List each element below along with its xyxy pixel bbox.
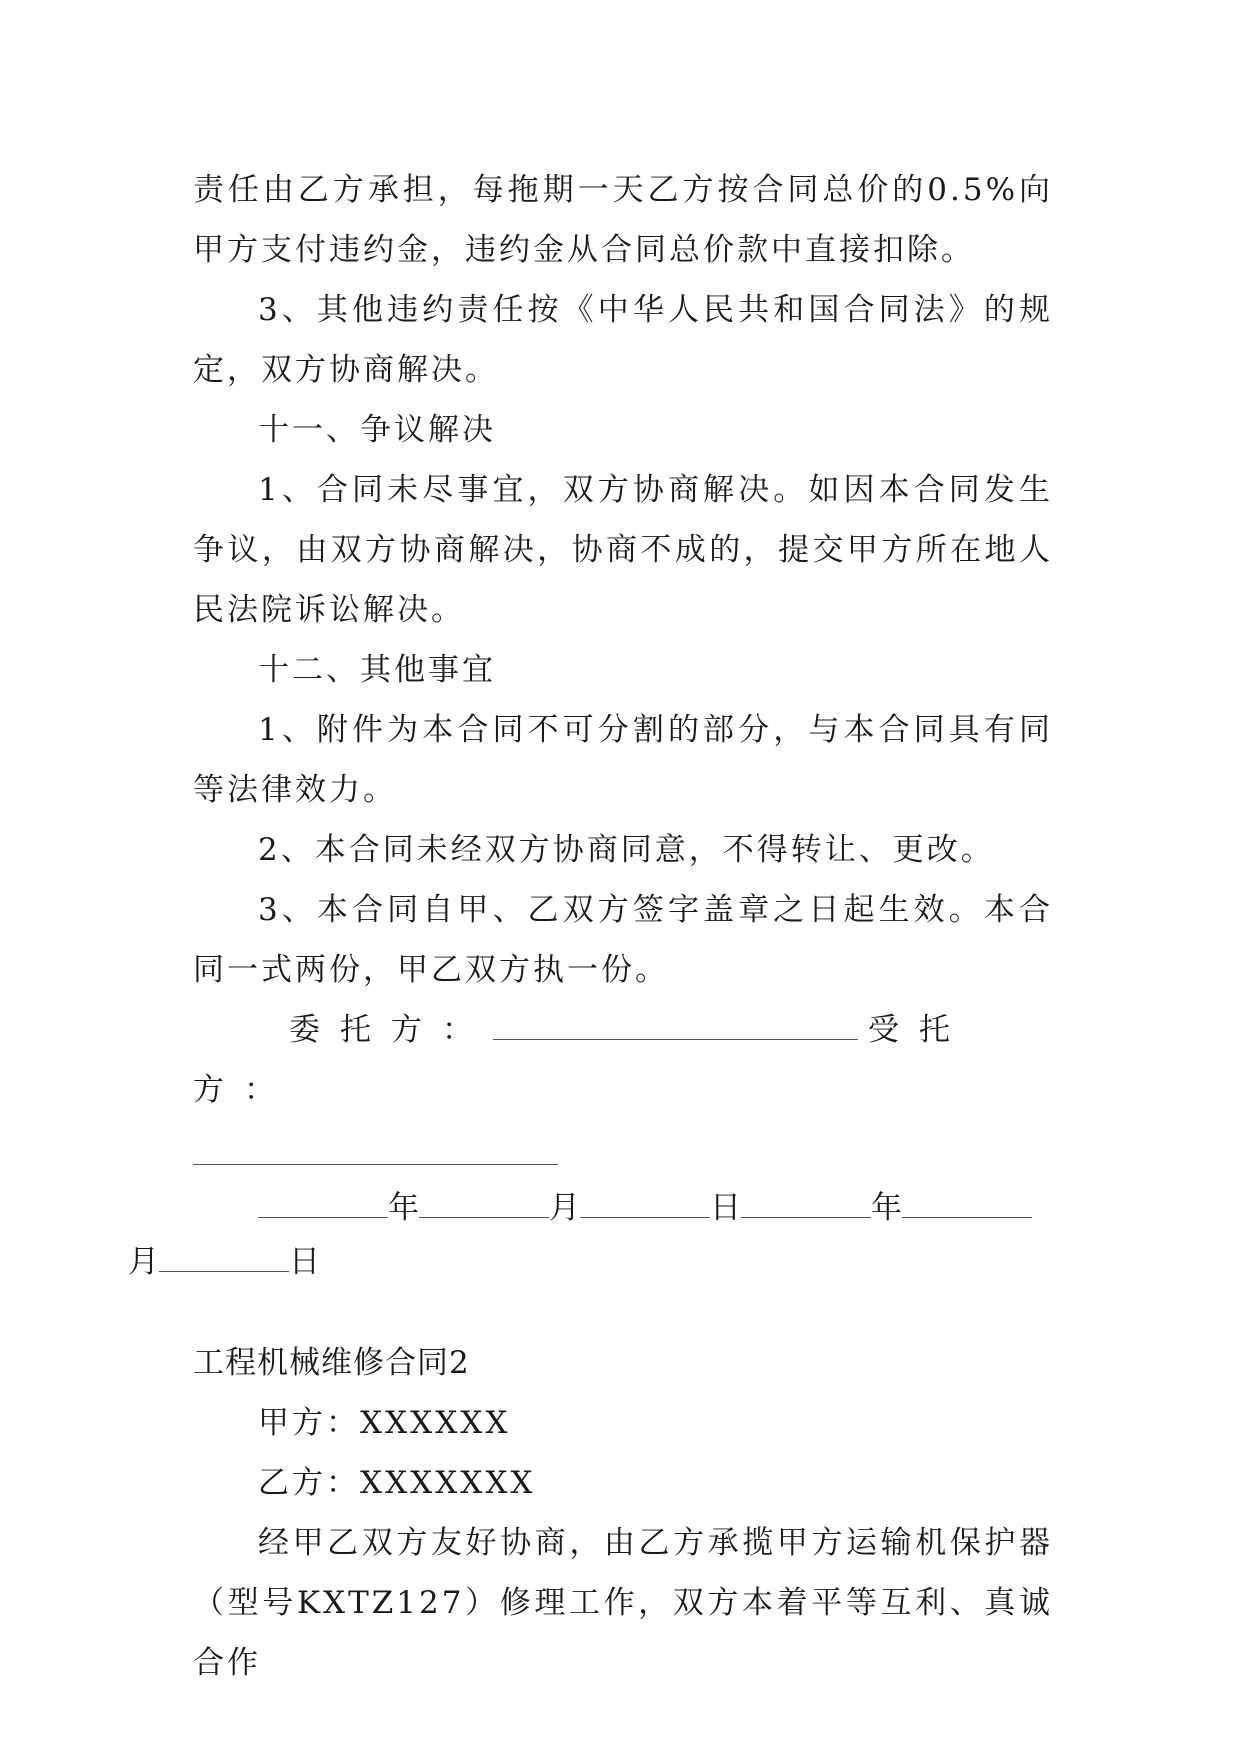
paragraph-intro: 经甲乙双方友好协商，由乙方承揽甲方运输机保护器（型号KXTZ127）修理工作，双方本着平等互利、真诚合作 [193, 1525, 1053, 1681]
signature-line [193, 1000, 1053, 1120]
trustee-label: 受托方： [193, 1012, 970, 1108]
document-body [128, 160, 1053, 1693]
blank [902, 1193, 1032, 1218]
month-label: 月 [128, 1244, 159, 1280]
blank [419, 1193, 549, 1218]
party-b: 乙方：XXXXXXX [258, 1465, 536, 1501]
section-heading-dispute: 十一、争议解决 [258, 412, 496, 448]
blank [159, 1247, 289, 1272]
month-label: 月 [549, 1190, 580, 1226]
client-label: 委托方： [289, 1012, 493, 1048]
blank [741, 1193, 871, 1218]
year-label: 年 [871, 1190, 902, 1226]
client-signature-blank [493, 1013, 858, 1040]
blank [580, 1193, 710, 1218]
contract-2-title: 工程机械维修合同2 [193, 1345, 470, 1381]
paragraph-dispute-resolution: 1、合同未尽事宜，双方协商解决。如因本合同发生争议，由双方协商解决，协商不成的，提交甲方所在地人民法院诉讼解决。 [193, 472, 1053, 628]
paragraph-no-transfer: 2、本合同未经双方协商同意，不得转让、更改。 [258, 832, 995, 868]
year-label: 年 [388, 1190, 419, 1226]
spacer [193, 1289, 1053, 1333]
section-heading-other: 十二、其他事宜 [258, 652, 496, 688]
date-line [128, 1181, 1053, 1289]
blank [258, 1193, 388, 1218]
day-label: 日 [289, 1244, 320, 1280]
paragraph-effective: 3、本合同自甲、乙双方签字盖章之日起生效。本合同一式两份，甲乙双方执一份。 [193, 892, 1053, 988]
trustee-signature-blank [193, 1120, 558, 1165]
paragraph-attachments: 1、附件为本合同不可分割的部分，与本合同具有同等法律效力。 [193, 712, 1053, 808]
party-a: 甲方：XXXXXX [258, 1405, 511, 1441]
paragraph-other-liability: 3、其他违约责任按《中华人民共和国合同法》的规定，双方协商解决。 [193, 292, 1053, 388]
day-label: 日 [710, 1190, 741, 1226]
paragraph-penalty: 责任由乙方承担，每拖期一天乙方按合同总价的0.5%向甲方支付违约金，违约金从合同总价款中直接扣除。 [193, 172, 1053, 268]
